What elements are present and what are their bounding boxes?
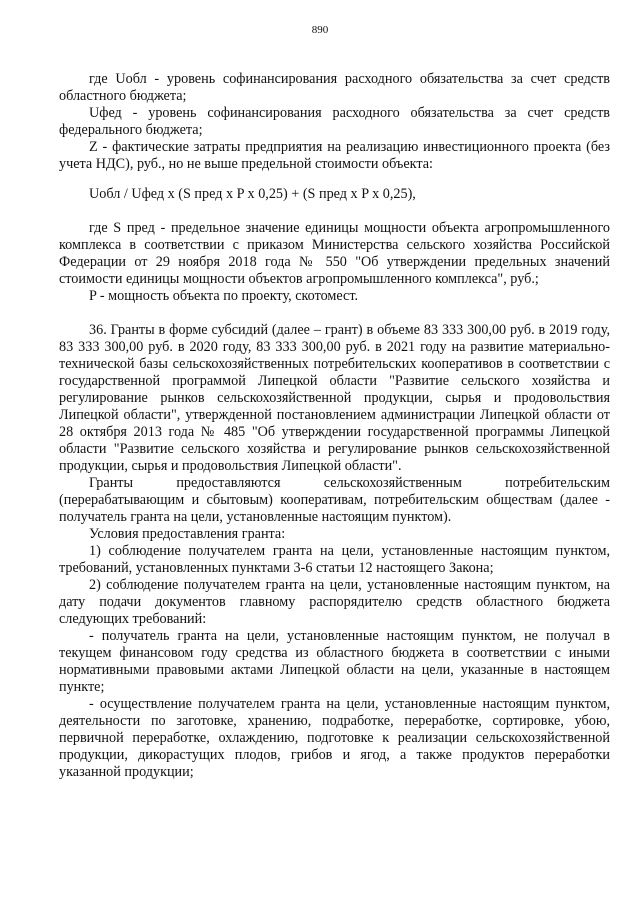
paragraph-u-obl: где Uобл - уровень софинансирования расходного обязательства за счет средств областного бюджета; [59,71,610,104]
paragraph-item-36: 36. Гранты в форме субсидий (далее – грант) в объеме 83 333 300,00 руб. в 2019 году, 83 333 300,00 руб. в 2020 году, 83 333 300,00 руб. в 2021 году на развитие материально-технической базы сельскохозяйственных потребительских кооперативов в соответствии с государственной программой Липецкой области "Развитие сельского хозяйства и регулирование рынков сельскохозяйственной продукции, сырья и продовольствия Липецкой области", утвержденной постановлением администрации Липецкой области от 28 октября 2013 года № 485 "Об утверждении государственной программы Липецкой области "Развитие сельского хозяйства и регулирование рынков сельскохозяйственной продукции, сырья и продовольствия Липецкой области". [59,322,610,474]
paragraph-conditions-heading: Условия предоставления гранта: [89,526,286,542]
paragraph-grants-recipients: Гранты предоставляются сельскохозяйственным потребительским (перерабатывающим и сбытовым) кооперативам, потребительским обществам (далее - получатель гранта на цели, установленные настоящим пунктом). [59,475,610,525]
page-number: 890 [311,24,329,36]
paragraph-p: P - мощность объекта по проекту, скотомест. [89,288,359,304]
paragraph-u-fed: Uфед - уровень софинансирования расходного обязательства за счет средств федерального бюджета; [59,105,610,138]
paragraph-requirement-2: - осуществление получателем гранта на цели, установленные настоящим пунктом, деятельности по заготовке, хранению, подработке, переработке, сортировке, убою, первичной переработке, охлаждению, подготовке к реализации сельскохозяйственной продукции, дикорастущих плодов, грибов и ягод, а также продуктов переработки указанной продукции; [59,696,610,780]
document-body [59,71,610,781]
formula: Uобл / Uфед x (S пред x P x 0,25) + (S пред x P x 0,25), [89,186,416,202]
paragraph-condition-1: 1) соблюдение получателем гранта на цели, установленные настоящим пунктом, требований, установленных пунктами 3-6 статьи 12 настоящего Закона; [59,543,610,576]
paragraph-s-pred: где S пред - предельное значение единицы мощности объекта агропромышленного комплекса в соответствии с приказом Министерства сельского хозяйства Российской Федерации от 29 ноября 2018 года № 550 "Об утверждении предельных значений стоимости единицы мощности объектов агропромышленного комплекса", руб.; [59,220,610,287]
paragraph-z: Z - фактические затраты предприятия на реализацию инвестиционного проекта (без учета НДС), руб., но не выше предельной стоимости объекта: [59,139,610,172]
paragraph-condition-2: 2) соблюдение получателем гранта на цели, установленные настоящим пунктом, на дату подачи документов главному распорядителю средств областного бюджета следующих требований: [59,577,610,627]
paragraph-requirement-1: - получатель гранта на цели, установленные настоящим пунктом, не получал в текущем финансовом году средства из областного бюджета в соответствии с иными нормативными правовыми актами Липецкой области на цели, указанные в настоящем пункте; [59,628,610,695]
